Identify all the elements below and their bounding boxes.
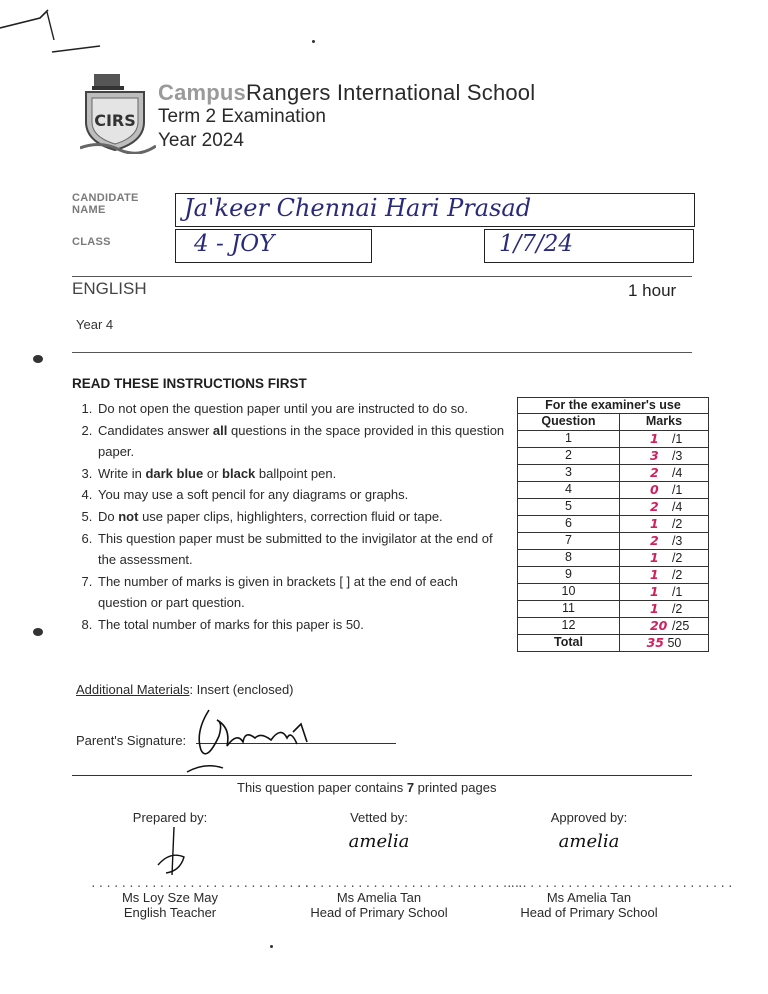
- signature-dotted-line: .............................: [90, 877, 312, 890]
- max-mark: /1: [671, 482, 683, 497]
- awarded-mark: 2: [649, 498, 659, 514]
- question-number: 6: [518, 515, 620, 532]
- school-crest-logo: [80, 70, 156, 154]
- parent-signature: [175, 702, 315, 774]
- vetted-by-block: [296, 810, 525, 920]
- examiner-row: [518, 532, 709, 549]
- class-label: CLASS: [72, 236, 111, 248]
- examiner-row: [518, 549, 709, 566]
- prepared-signature: [130, 825, 210, 877]
- signature-dotted-line: ..............................: [506, 877, 735, 890]
- total-label: Total: [518, 634, 620, 651]
- punch-hole-mark: [33, 628, 43, 636]
- awarded-mark: 1: [649, 600, 659, 616]
- question-number: 4: [518, 481, 620, 498]
- question-number: 5: [518, 498, 620, 515]
- date-value: 1/7/24: [499, 231, 574, 257]
- instruction-item: 2. Candidates answer all questions in the space provided in this question paper.: [96, 420, 506, 463]
- marks-cell: [619, 498, 708, 515]
- school-name-rest: Rangers International School: [246, 80, 536, 105]
- candidate-name-label: [72, 192, 139, 216]
- total-score: 35: [646, 634, 664, 650]
- date-field[interactable]: [484, 229, 694, 263]
- awarded-mark: 1: [649, 583, 659, 599]
- marks-cell: [619, 549, 708, 566]
- marks-cell: [619, 583, 708, 600]
- marks-cell: [619, 430, 708, 447]
- signature-dotted-line: ..............................: [296, 877, 525, 890]
- question-number: 11: [518, 600, 620, 617]
- marks-cell: [619, 447, 708, 464]
- approved-role: Head of Primary School: [520, 905, 658, 920]
- awarded-mark: 1: [649, 566, 659, 582]
- question-number: 3: [518, 464, 620, 481]
- instructions-title: READ THESE INSTRUCTIONS FIRST: [72, 376, 307, 391]
- awarded-mark: 3: [649, 447, 659, 463]
- svg-text:CIRS: CIRS: [94, 111, 136, 130]
- scan-mark-top-left: [0, 0, 110, 70]
- marks-cell: [619, 481, 708, 498]
- instruction-item: 4. You may use a soft pencil for any diagrams or graphs.: [96, 484, 506, 506]
- awarded-mark: 0: [649, 481, 659, 497]
- max-mark: /3: [671, 533, 683, 548]
- question-number: 12: [518, 617, 620, 634]
- examiner-row: [518, 515, 709, 532]
- materials-label: Additional Materials: [76, 682, 190, 697]
- awarded-mark: 1: [649, 549, 659, 565]
- question-number: 9: [518, 566, 620, 583]
- class-field[interactable]: [175, 229, 372, 263]
- max-mark: /1: [671, 431, 683, 446]
- instruction-item: 8. The total number of marks for this paper is 50.: [96, 614, 506, 636]
- examiner-row: [518, 498, 709, 515]
- awarded-mark: 1: [649, 515, 659, 531]
- examiner-row: [518, 430, 709, 447]
- prepared-name: Ms Loy Sze May: [121, 890, 219, 905]
- materials-value: : Insert (enclosed): [189, 682, 294, 697]
- max-mark: /25: [671, 618, 690, 633]
- candidate-name-value: Ja'keer Chennai Hari Prasad: [184, 194, 532, 222]
- marks-cell: [619, 600, 708, 617]
- additional-materials: [76, 682, 294, 697]
- question-number: 2: [518, 447, 620, 464]
- max-mark: /1: [671, 584, 683, 599]
- divider: [72, 775, 692, 776]
- class-value: 4 - JOY: [194, 231, 275, 257]
- vetted-name: Ms Amelia Tan: [336, 890, 422, 905]
- vetted-role: Head of Primary School: [310, 905, 448, 920]
- instructions-list: [70, 398, 506, 636]
- max-mark: /2: [671, 601, 683, 616]
- awarded-mark: 20: [649, 617, 668, 633]
- question-number: 7: [518, 532, 620, 549]
- awarded-mark: 2: [649, 532, 659, 548]
- col-marks-header: Marks: [619, 414, 708, 430]
- max-mark: /4: [671, 499, 683, 514]
- divider: [72, 276, 692, 277]
- subject-title: ENGLISH: [72, 279, 147, 298]
- max-mark: /2: [671, 516, 683, 531]
- marks-cell: [619, 566, 708, 583]
- approved-by-label: Approved by:: [550, 810, 628, 825]
- total-cell: [619, 634, 708, 651]
- candidate-label-line1: CANDIDATE: [72, 192, 139, 204]
- scan-speck: [312, 40, 315, 43]
- approved-signature: amelia: [558, 831, 620, 852]
- examiner-row: [518, 583, 709, 600]
- instruction-item: 7. The number of marks is given in brackets [ ] at the end of each question or part question.: [96, 571, 506, 614]
- school-name: [158, 80, 535, 106]
- examiner-row: [518, 566, 709, 583]
- question-number: 1: [518, 430, 620, 447]
- duration: 1 hour: [628, 281, 677, 300]
- total-max: 50: [667, 635, 682, 650]
- question-number: 8: [518, 549, 620, 566]
- divider: [72, 352, 692, 353]
- max-mark: /3: [671, 448, 683, 463]
- marks-cell: [619, 515, 708, 532]
- prepared-by-block: [90, 810, 312, 920]
- examiner-row: [518, 481, 709, 498]
- approved-by-block: [506, 810, 735, 920]
- school-brand: Campus: [158, 80, 246, 105]
- max-mark: /2: [671, 567, 683, 582]
- punch-hole-mark: [33, 355, 43, 363]
- candidate-name-field[interactable]: [175, 193, 695, 227]
- awarded-mark: 2: [649, 464, 659, 480]
- awarded-mark: 1: [649, 430, 659, 446]
- marks-cell: [619, 532, 708, 549]
- parent-signature-label: Parent's Signature:: [76, 733, 187, 748]
- examiner-row: [518, 617, 709, 634]
- examiner-row: [518, 600, 709, 617]
- vetted-by-label: Vetted by:: [350, 810, 408, 825]
- scan-speck: [270, 945, 273, 948]
- instruction-item: 5. Do not use paper clips, highlighters, correction fluid or tape.: [96, 506, 506, 528]
- max-mark: /2: [671, 550, 683, 565]
- approved-name: Ms Amelia Tan: [546, 890, 632, 905]
- examiner-row: [518, 447, 709, 464]
- marks-cell: [619, 464, 708, 481]
- examiner-table-title: For the examiner's use: [518, 398, 709, 414]
- instruction-item: 6. This question paper must be submitted to the invigilator at the end of the assessment.: [96, 528, 506, 571]
- candidate-label-line2: NAME: [72, 204, 106, 216]
- vetted-signature: amelia: [348, 831, 410, 852]
- instruction-item: 3. Write in dark blue or black ballpoint pen.: [96, 463, 506, 485]
- examiner-marks-table: [517, 397, 709, 652]
- year-level: Year 4: [76, 317, 114, 332]
- prepared-role: English Teacher: [123, 905, 217, 920]
- exam-term: Term 2 Examination: [158, 106, 326, 127]
- question-number: 10: [518, 583, 620, 600]
- instruction-item: 1. Do not open the question paper until you are instructed to do so.: [96, 398, 506, 420]
- col-question-header: Question: [518, 414, 620, 430]
- marks-cell: [619, 617, 708, 634]
- prepared-by-label: Prepared by:: [132, 810, 208, 825]
- max-mark: /4: [671, 465, 683, 480]
- page-count-note: This question paper contains 7 printed pages: [237, 780, 497, 795]
- exam-year: Year 2024: [158, 130, 244, 151]
- examiner-row: [518, 464, 709, 481]
